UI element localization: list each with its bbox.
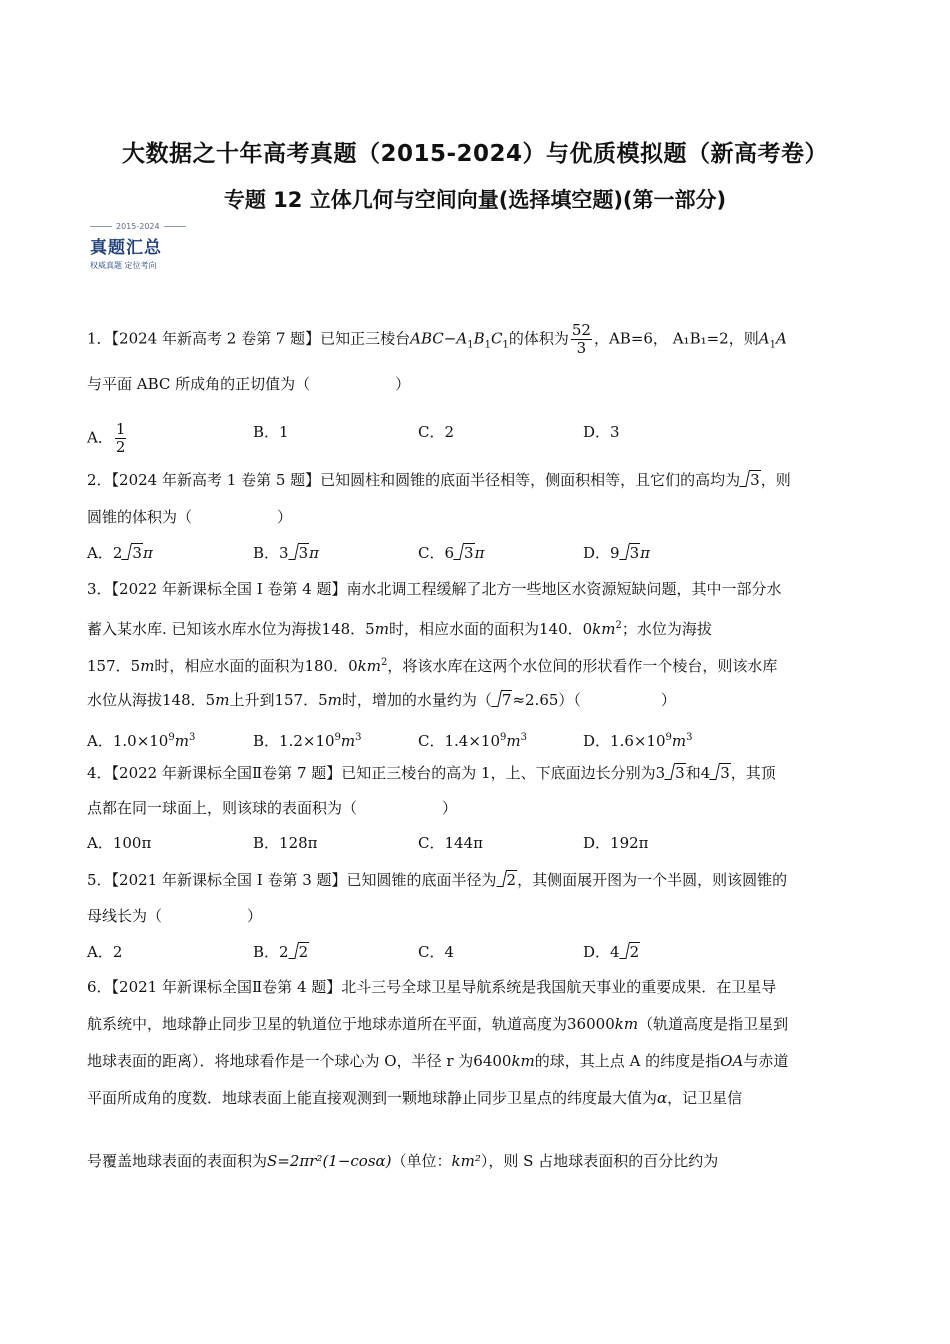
volume-fraction: $\frac{52}{3}$ <box>571 321 591 357</box>
document-subtitle: 专题 12 立体几何与空间向量(选择填空题)(第一部分) <box>223 188 727 212</box>
question-4-line-2: 点都在同一球面上，则该球的表面积为（ ） <box>87 799 458 817</box>
q3-option-b[interactable]: B．$1.2\times 10^9m^3$ <box>253 732 362 750</box>
section-badge <box>90 222 200 282</box>
question-6-line-2: 航系统中，地球静止同步卫星的轨道位于地球赤道所在平面，轨道高度为36000km（轨道高度是指卫星到 <box>87 1015 789 1033</box>
question-3-line-1: 3．【2022 年新课标全国 I 卷第 4 题】南水北调工程缓解了北方一些地区水资源短缺问题，其中一部分水 <box>87 580 782 598</box>
q4-option-d[interactable]: D．192π <box>583 834 649 852</box>
q4-option-b[interactable]: B．128π <box>253 834 318 852</box>
q1-option-a[interactable]: A． $\frac{1}{2}$ <box>87 420 126 456</box>
q2-option-c[interactable]: C．6 3π <box>418 544 485 562</box>
q2-option-b[interactable]: B．3 3π <box>253 544 319 562</box>
question-5-line-2: 母线长为（ ） <box>87 907 263 925</box>
question-6-line-5: 号覆盖地球表面的表面积为S=2πr²(1−cosα)（单位：km²），则 S 占地球表面积的百分比约为 <box>87 1152 719 1170</box>
question-6-line-4: 平面所成角的度数．地球表面上能直接观测到一颗地球静止同步卫星点的纬度最大值为α，记卫星信 <box>87 1089 743 1107</box>
q3-option-c[interactable]: C．$1.4\times 10^9m^3$ <box>418 732 527 750</box>
document-title: 大数据之十年高考真题（2015-2024）与优质模拟题（新高考卷） <box>121 141 829 167</box>
q4-option-c[interactable]: C．144π <box>418 834 483 852</box>
q4-option-a[interactable]: A．100π <box>87 834 152 852</box>
q5-option-d[interactable]: D．4 2 <box>583 943 640 961</box>
badge-years: 2015-2024 <box>116 222 160 231</box>
q3-option-a[interactable]: A．$1.0\times 10^9m^3$ <box>87 732 196 750</box>
q5-option-c[interactable]: C．4 <box>418 943 455 961</box>
question-1-line-2: 与平面 ABC 所成角的正切值为（ ） <box>87 375 411 393</box>
q1-option-c[interactable]: C．2 <box>418 423 455 441</box>
question-3-line-3: 157．5m时，相应水面的面积为180．$0km^2$，将该水库在这两个水位间的形状看作一个棱台，则该水库 <box>87 657 778 675</box>
badge-sub: 权威真题 定位考向 <box>90 261 157 270</box>
badge-main: 真题汇总 <box>90 238 162 258</box>
question-3-line-4: 水位从海拔148．5m上升到157．5m时，增加的水量约为（ 7≈2.65）（ ） <box>87 691 676 709</box>
q5-option-a[interactable]: A．2 <box>87 943 123 961</box>
question-2-line-1: 2．【2024 年新高考 1 卷第 5 题】已知圆柱和圆锥的底面半径相等，侧面积相等，且它们的高均为 3，则 <box>87 471 791 489</box>
q1-option-d[interactable]: D．3 <box>583 423 620 441</box>
question-6-line-3: 地球表面的距离）．将地球看作是一个球心为 O，半径 r 为6400km的球，其上点 A 的纬度是指OA与赤道 <box>87 1052 789 1070</box>
question-1-line-1: 1．【2024 年新高考 2 卷第 7 题】已知正三棱台$ABC-A_1B_1C_1$的体积为 $\frac{52}{3}$ ，AB=6， A₁B₁=2，则$A_1A$ <box>87 321 787 357</box>
q3-option-d[interactable]: D．$1.6\times 10^9m^3$ <box>583 732 693 750</box>
question-4-line-1: 4．【2022 年新课标全国Ⅱ卷第 7 题】已知正三棱台的高为 1，上、下底面边长分别为3 3和4 3，其顶 <box>87 764 776 782</box>
question-3-line-2: 蓄入某水库. 已知该水库水位为海拔148．5m时，相应水面的面积为140．$0km^2$；水位为海拔 <box>87 620 712 638</box>
q1-option-b[interactable]: B．1 <box>253 423 289 441</box>
question-2-line-2: 圆锥的体积为（ ） <box>87 508 293 526</box>
q2-option-a[interactable]: A．2 3π <box>87 544 153 562</box>
question-6-line-1: 6．【2021 年新课标全国Ⅱ卷第 4 题】北斗三号全球卫星导航系统是我国航天事业的重要成果．在卫星导 <box>87 978 777 996</box>
q5-option-b[interactable]: B．2 2 <box>253 943 309 961</box>
q2-option-d[interactable]: D．9 3π <box>583 544 650 562</box>
question-5-line-1: 5．【2021 年新课标全国 I 卷第 3 题】已知圆锥的底面半径为 2，其侧面展开图为一个半圆，则该圆锥的 <box>87 871 788 889</box>
